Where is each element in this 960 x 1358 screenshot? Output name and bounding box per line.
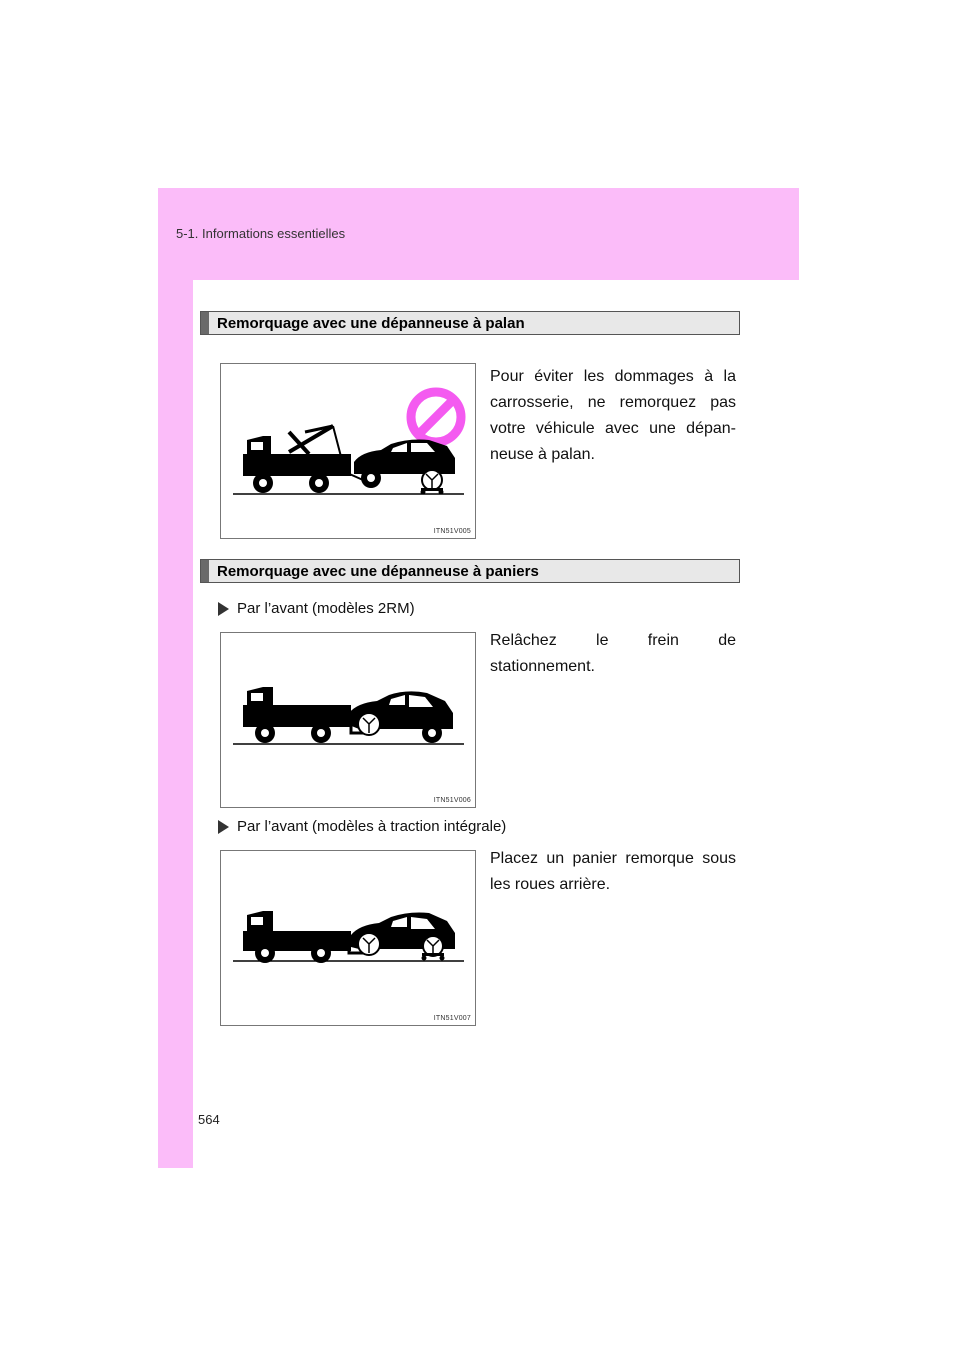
description-awd: Placez un panier remorque sous les roues arrière. [490, 850, 736, 893]
description-palan: Pour éviter les dommages à la carrosserie, ne remorquez pas votre véhicule avec une dépan-neuse à palan. [490, 368, 736, 463]
dolly-tow-illustration-2wd [221, 633, 475, 807]
triangle-bullet-icon [218, 820, 229, 834]
figure-dolly-front-awd [220, 850, 476, 1026]
tow-truck-illustration [221, 364, 475, 538]
section-accent [201, 560, 209, 582]
bullet-awd [218, 818, 506, 835]
figure-dolly-front-2wd [220, 632, 476, 808]
side-band [158, 280, 193, 1168]
figure-wheel-lift-prohibited [220, 363, 476, 539]
figure-code: ITN51V005 [433, 528, 471, 535]
section-accent [201, 312, 209, 334]
bullet-label: Par l’avant (modèles 2RM) [237, 600, 415, 617]
section-title: Remorquage avec une dépanneuse à palan [217, 314, 525, 332]
section-heading-palan [200, 311, 740, 335]
figure-code: ITN51V006 [433, 797, 471, 804]
dolly-tow-illustration-awd [221, 851, 475, 1025]
triangle-bullet-icon [218, 602, 229, 616]
breadcrumb: 5-1. Informations essentielles [176, 226, 346, 241]
section-title: Remorquage avec une dépanneuse à paniers [217, 562, 539, 580]
bullet-label: Par l’avant (modèles à traction intégrale) [237, 818, 507, 835]
section-heading-paniers [200, 559, 740, 583]
description-2wd: Relâchez le frein de stationnement. [490, 632, 736, 675]
figure-code: ITN51V007 [433, 1015, 471, 1022]
bullet-2wd [218, 600, 415, 617]
page-number: 564 [198, 1112, 220, 1127]
